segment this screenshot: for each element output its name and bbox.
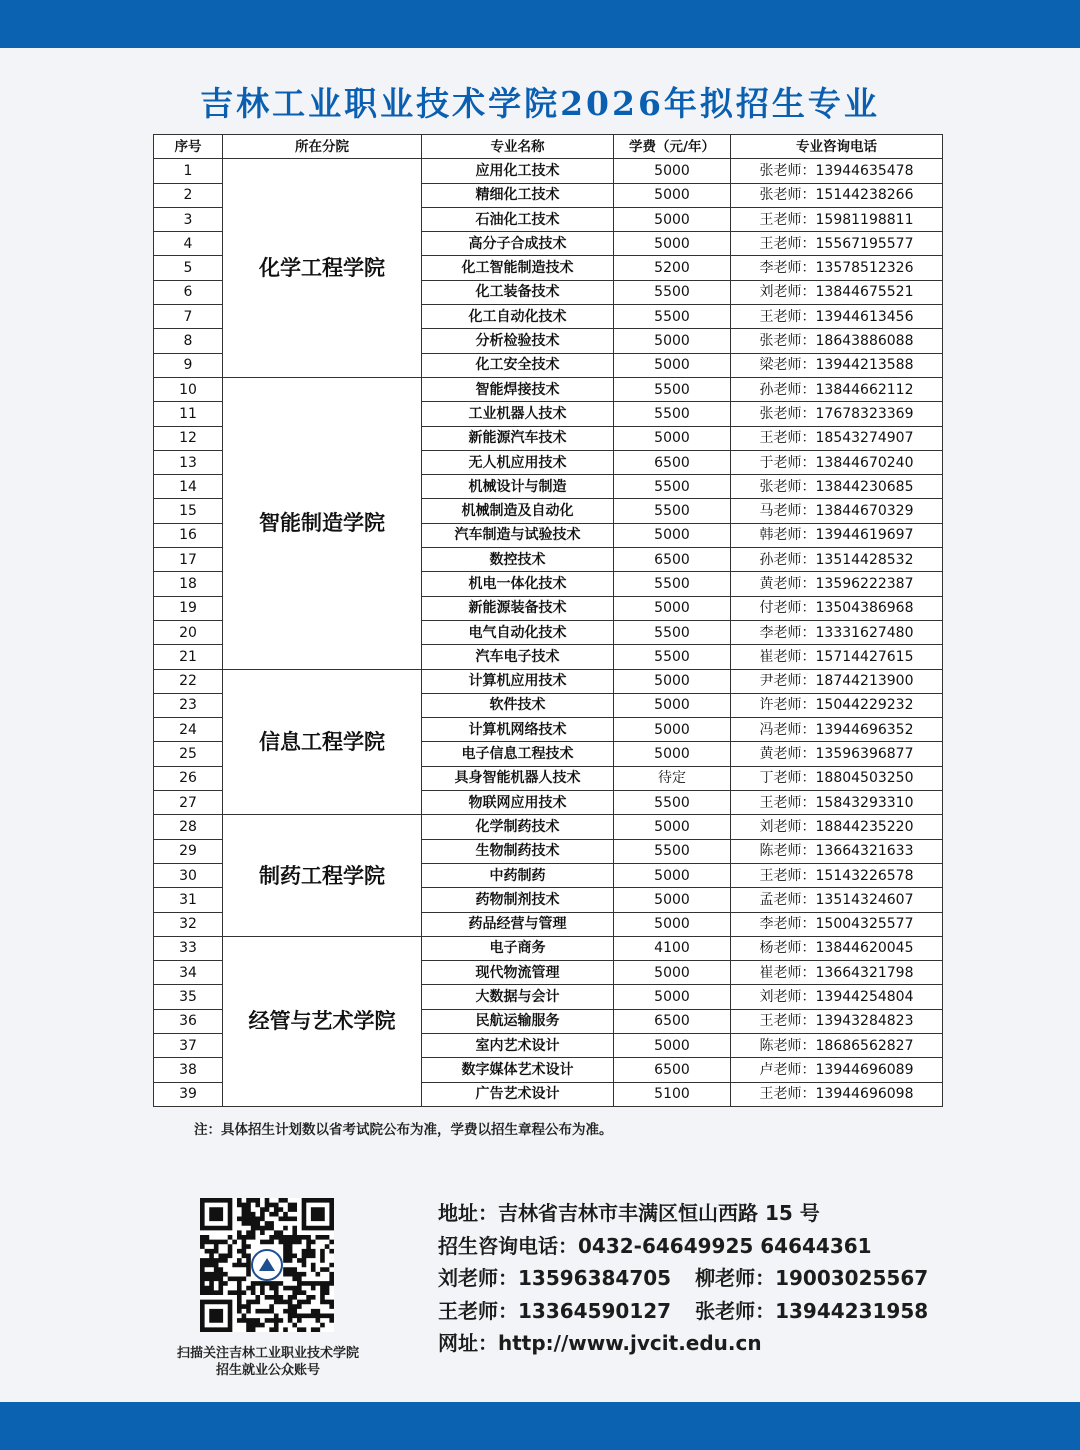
cell-index: 27 <box>154 791 223 815</box>
cell-major: 计算机网络技术 <box>422 718 614 742</box>
contact-liu2: 柳老师：19003025567 <box>695 1266 929 1290</box>
cell-fee: 5000 <box>614 596 731 620</box>
cell-major: 机械制造及自动化 <box>422 499 614 523</box>
cell-phone: 张老师：13844230685 <box>731 475 943 499</box>
cell-index: 20 <box>154 620 223 644</box>
cell-phone: 刘老师：13944254804 <box>731 985 943 1009</box>
cell-phone: 梁老师：13944213588 <box>731 353 943 377</box>
cell-major: 应用化工技术 <box>422 159 614 183</box>
header-index: 序号 <box>154 135 223 159</box>
cell-phone: 张老师：15144238266 <box>731 183 943 207</box>
cell-fee: 5000 <box>614 207 731 231</box>
cell-phone: 王老师：15143226578 <box>731 863 943 887</box>
cell-index: 35 <box>154 985 223 1009</box>
cell-index: 7 <box>154 305 223 329</box>
cell-major: 汽车制造与试验技术 <box>422 523 614 547</box>
cell-major: 软件技术 <box>422 693 614 717</box>
cell-phone: 王老师：13944696098 <box>731 1082 943 1106</box>
cell-major: 电气自动化技术 <box>422 620 614 644</box>
contact-zhang: 张老师：13944231958 <box>695 1298 929 1323</box>
website-link[interactable]: 网址：http://www.jvcit.edu.cn <box>438 1331 762 1355</box>
cell-phone: 崔老师：15714427615 <box>731 645 943 669</box>
cell-major: 广告艺术设计 <box>422 1082 614 1106</box>
cell-phone: 孟老师：13514324607 <box>731 888 943 912</box>
cell-major: 工业机器人技术 <box>422 402 614 426</box>
cell-phone: 王老师：13943284823 <box>731 1009 943 1033</box>
cell-fee: 5000 <box>614 961 731 985</box>
cell-phone: 李老师：13578512326 <box>731 256 943 280</box>
cell-phone: 丁老师：18804503250 <box>731 766 943 790</box>
cell-index: 32 <box>154 912 223 936</box>
cell-major: 智能焊接技术 <box>422 377 614 401</box>
cell-fee: 5500 <box>614 377 731 401</box>
header-fee: 学费（元/年） <box>614 135 731 159</box>
cell-fee: 5000 <box>614 815 731 839</box>
cell-index: 14 <box>154 475 223 499</box>
cell-fee: 5500 <box>614 499 731 523</box>
bottom-banner <box>0 1402 1080 1450</box>
cell-phone: 杨老师：13844620045 <box>731 936 943 960</box>
cell-major: 新能源装备技术 <box>422 596 614 620</box>
contact-wang: 王老师：13364590127 <box>438 1298 672 1323</box>
cell-major: 化工装备技术 <box>422 280 614 304</box>
cell-fee: 5500 <box>614 645 731 669</box>
cell-major: 化工智能制造技术 <box>422 256 614 280</box>
cell-major: 大数据与会计 <box>422 985 614 1009</box>
cell-fee: 5500 <box>614 839 731 863</box>
admission-phone: 招生咨询电话：0432-64649925 64644361 <box>438 1233 872 1258</box>
cell-major: 现代物流管理 <box>422 961 614 985</box>
cell-major: 化工安全技术 <box>422 353 614 377</box>
cell-fee: 5000 <box>614 232 731 256</box>
cell-index: 37 <box>154 1033 223 1057</box>
cell-fee: 4100 <box>614 936 731 960</box>
contact-liu: 刘老师：13596384705 <box>438 1266 672 1290</box>
cell-phone: 孙老师：13844662112 <box>731 377 943 401</box>
table-row <box>154 377 943 401</box>
qr-caption-line2: 招生就业公众账号 <box>215 1363 320 1378</box>
cell-phone: 张老师：17678323369 <box>731 402 943 426</box>
cell-index: 8 <box>154 329 223 353</box>
contact-row-2 <box>438 1295 928 1328</box>
cell-fee: 5000 <box>614 985 731 1009</box>
cell-index: 26 <box>154 766 223 790</box>
contact-info <box>438 1197 928 1360</box>
table-header-row <box>154 135 943 159</box>
cell-index: 18 <box>154 572 223 596</box>
cell-index: 38 <box>154 1058 223 1082</box>
cell-index: 3 <box>154 207 223 231</box>
contact-row-1 <box>438 1262 928 1295</box>
cell-index: 24 <box>154 718 223 742</box>
cell-phone: 刘老师：18844235220 <box>731 815 943 839</box>
qr-code[interactable] <box>200 1198 334 1332</box>
cell-fee: 5500 <box>614 402 731 426</box>
cell-index: 31 <box>154 888 223 912</box>
school-logo-icon <box>251 1249 283 1281</box>
cell-phone: 刘老师：13844675521 <box>731 280 943 304</box>
header-phone: 专业咨询电话 <box>731 135 943 159</box>
majors-table <box>153 134 943 1107</box>
cell-major: 数控技术 <box>422 548 614 572</box>
cell-college: 制药工程学院 <box>223 815 422 936</box>
cell-college: 化学工程学院 <box>223 159 422 378</box>
cell-phone: 卢老师：13944696089 <box>731 1058 943 1082</box>
cell-index: 12 <box>154 426 223 450</box>
qr-caption <box>148 1345 388 1379</box>
cell-index: 13 <box>154 450 223 474</box>
cell-fee: 6500 <box>614 1009 731 1033</box>
cell-phone: 陈老师：18686562827 <box>731 1033 943 1057</box>
cell-fee: 5000 <box>614 183 731 207</box>
cell-fee: 5500 <box>614 791 731 815</box>
cell-fee: 5200 <box>614 256 731 280</box>
cell-major: 机械设计与制造 <box>422 475 614 499</box>
cell-major: 石油化工技术 <box>422 207 614 231</box>
qr-caption-line1: 扫描关注吉林工业职业技术学院 <box>176 1346 359 1361</box>
address: 地址：吉林省吉林市丰满区恒山西路 15 号 <box>438 1201 820 1225</box>
cell-index: 25 <box>154 742 223 766</box>
cell-major: 室内艺术设计 <box>422 1033 614 1057</box>
cell-phone: 王老师：15843293310 <box>731 791 943 815</box>
cell-index: 34 <box>154 961 223 985</box>
cell-phone: 张老师：13944635478 <box>731 159 943 183</box>
cell-major: 精细化工技术 <box>422 183 614 207</box>
cell-fee: 5500 <box>614 305 731 329</box>
cell-index: 2 <box>154 183 223 207</box>
cell-major: 电子信息工程技术 <box>422 742 614 766</box>
cell-index: 23 <box>154 693 223 717</box>
cell-fee: 待定 <box>614 766 731 790</box>
table-row <box>154 936 943 960</box>
cell-college: 信息工程学院 <box>223 669 422 815</box>
cell-phone: 王老师：15981198811 <box>731 207 943 231</box>
cell-major: 汽车电子技术 <box>422 645 614 669</box>
cell-fee: 5500 <box>614 620 731 644</box>
table-row <box>154 669 943 693</box>
cell-fee: 5000 <box>614 669 731 693</box>
footnote: 注：具体招生计划数以省考试院公布为准，学费以招生章程公布为准。 <box>194 1122 613 1138</box>
cell-major: 民航运输服务 <box>422 1009 614 1033</box>
cell-major: 化学制药技术 <box>422 815 614 839</box>
cell-fee: 5000 <box>614 912 731 936</box>
cell-index: 19 <box>154 596 223 620</box>
table-body <box>154 159 943 1107</box>
cell-phone: 崔老师：13664321798 <box>731 961 943 985</box>
table-row <box>154 815 943 839</box>
cell-major: 新能源汽车技术 <box>422 426 614 450</box>
cell-major: 高分子合成技术 <box>422 232 614 256</box>
cell-phone: 黄老师：13596396877 <box>731 742 943 766</box>
cell-major: 计算机应用技术 <box>422 669 614 693</box>
cell-fee: 5000 <box>614 426 731 450</box>
cell-phone: 李老师：13331627480 <box>731 620 943 644</box>
cell-major: 电子商务 <box>422 936 614 960</box>
cell-phone: 王老师：13944613456 <box>731 305 943 329</box>
cell-fee: 5000 <box>614 742 731 766</box>
cell-major: 中药制药 <box>422 863 614 887</box>
cell-index: 4 <box>154 232 223 256</box>
cell-major: 药品经营与管理 <box>422 912 614 936</box>
cell-fee: 5000 <box>614 888 731 912</box>
cell-major: 机电一体化技术 <box>422 572 614 596</box>
cell-phone: 黄老师：13596222387 <box>731 572 943 596</box>
cell-phone: 冯老师：13944696352 <box>731 718 943 742</box>
cell-fee: 5000 <box>614 353 731 377</box>
cell-index: 30 <box>154 863 223 887</box>
cell-index: 11 <box>154 402 223 426</box>
cell-major: 生物制药技术 <box>422 839 614 863</box>
cell-fee: 5000 <box>614 159 731 183</box>
cell-phone: 于老师：13844670240 <box>731 450 943 474</box>
cell-phone: 李老师：15004325577 <box>731 912 943 936</box>
cell-phone: 韩老师：13944619697 <box>731 523 943 547</box>
cell-index: 21 <box>154 645 223 669</box>
cell-phone: 张老师：18643886088 <box>731 329 943 353</box>
cell-index: 5 <box>154 256 223 280</box>
cell-college: 智能制造学院 <box>223 377 422 669</box>
cell-index: 9 <box>154 353 223 377</box>
cell-index: 10 <box>154 377 223 401</box>
cell-fee: 6500 <box>614 548 731 572</box>
cell-index: 39 <box>154 1082 223 1106</box>
cell-phone: 王老师：15567195577 <box>731 232 943 256</box>
cell-phone: 尹老师：18744213900 <box>731 669 943 693</box>
cell-fee: 5500 <box>614 572 731 596</box>
cell-index: 22 <box>154 669 223 693</box>
cell-index: 6 <box>154 280 223 304</box>
cell-fee: 5000 <box>614 863 731 887</box>
cell-phone: 陈老师：13664321633 <box>731 839 943 863</box>
cell-phone: 孙老师：13514428532 <box>731 548 943 572</box>
cell-major: 具身智能机器人技术 <box>422 766 614 790</box>
cell-major: 数字媒体艺术设计 <box>422 1058 614 1082</box>
cell-fee: 5500 <box>614 475 731 499</box>
cell-phone: 马老师：13844670329 <box>731 499 943 523</box>
cell-index: 16 <box>154 523 223 547</box>
top-banner <box>0 0 1080 48</box>
cell-fee: 6500 <box>614 1058 731 1082</box>
cell-fee: 5000 <box>614 693 731 717</box>
cell-phone: 付老师：13504386968 <box>731 596 943 620</box>
cell-college: 经管与艺术学院 <box>223 936 422 1106</box>
cell-index: 17 <box>154 548 223 572</box>
cell-fee: 5500 <box>614 280 731 304</box>
cell-major: 无人机应用技术 <box>422 450 614 474</box>
cell-fee: 5000 <box>614 718 731 742</box>
cell-fee: 5100 <box>614 1082 731 1106</box>
cell-index: 36 <box>154 1009 223 1033</box>
cell-major: 分析检验技术 <box>422 329 614 353</box>
cell-fee: 5000 <box>614 523 731 547</box>
cell-index: 33 <box>154 936 223 960</box>
cell-index: 15 <box>154 499 223 523</box>
header-major: 专业名称 <box>422 135 614 159</box>
cell-major: 药物制剂技术 <box>422 888 614 912</box>
cell-fee: 5000 <box>614 1033 731 1057</box>
cell-phone: 许老师：15044229232 <box>731 693 943 717</box>
cell-index: 1 <box>154 159 223 183</box>
cell-fee: 6500 <box>614 450 731 474</box>
cell-index: 28 <box>154 815 223 839</box>
header-college: 所在分院 <box>223 135 422 159</box>
cell-major: 物联网应用技术 <box>422 791 614 815</box>
cell-major: 化工自动化技术 <box>422 305 614 329</box>
page-title: 吉林工业职业技术学院2026年拟招生专业 <box>200 84 880 123</box>
cell-index: 29 <box>154 839 223 863</box>
cell-fee: 5000 <box>614 329 731 353</box>
cell-phone: 王老师：18543274907 <box>731 426 943 450</box>
table-row <box>154 159 943 183</box>
